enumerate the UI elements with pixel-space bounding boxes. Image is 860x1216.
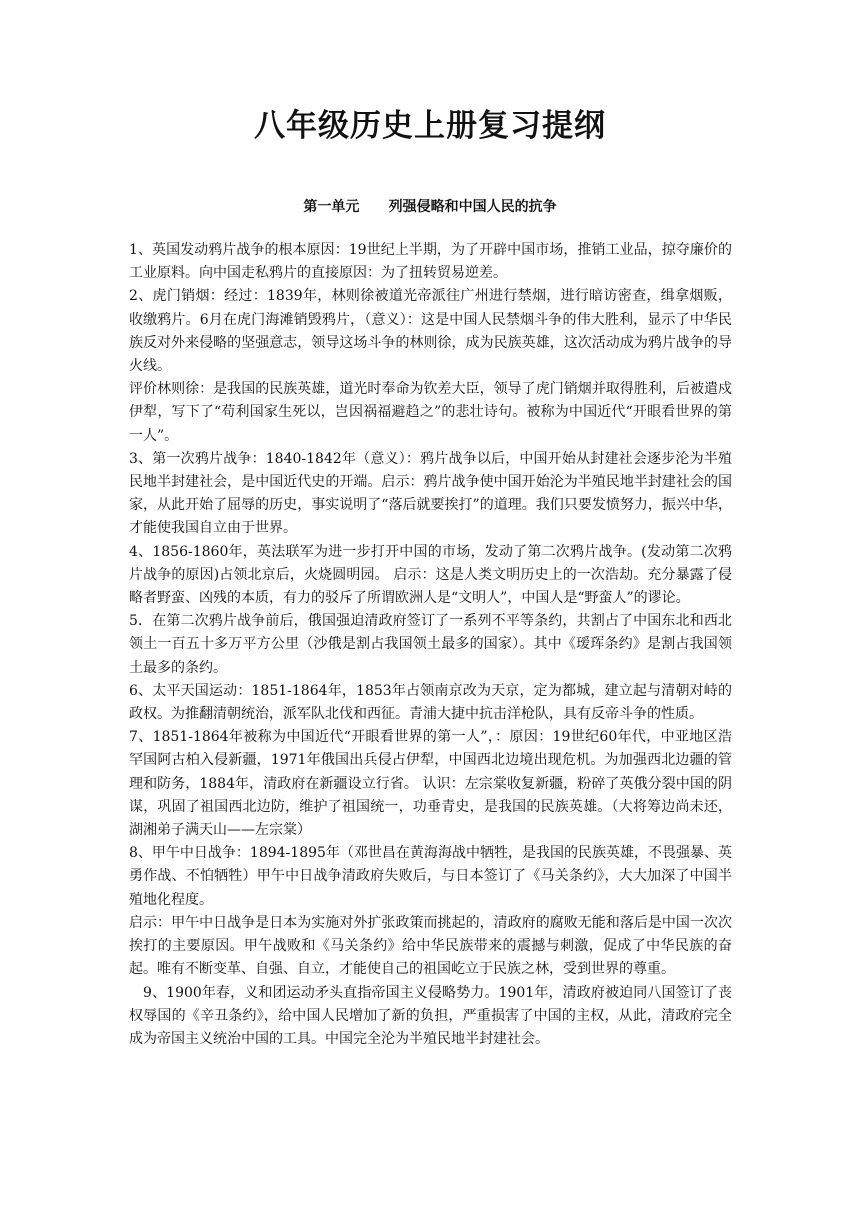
paragraph-1: 1、英国发动鸦片战争的根本原因：19世纪上半期，为了开辟中国市场，推销工业品，掠夺廉价的工业原料。向中国走私鸦片的直接原因：为了扭转贸易逆差。 (129, 242, 732, 282)
paragraph-4: 4、1856-1860年，英法联军为进一步打开中国的市场，发动了第二次鸦片战争。(发动第二次鸦片战争的原因)占领北京后，火烧圆明园。 启示：这是人类文明历史上的一次浩劫。充分暴露了侵略者野蛮、凶残的本质，有力的驳斥了所谓欧洲人是“文明人”，中国人是“野蛮人”的谬论。 (129, 543, 732, 607)
document-title: 八年级历史上册复习提纲 (254, 108, 606, 144)
paragraph-5: 5．在第二次鸦片战争前后，俄国强迫清政府签订了一系列不平等条约，共割占了中国东北和西北领土一百五十多万平方公里（沙俄是割占我国领土最多的国家）。其中《瑷珲条约》是割占我国领土最多的条约。 (129, 613, 732, 676)
paragraph-2: 2、虎门销烟：经过：1839年，林则徐被道光帝派往广州进行禁烟，进行暗访密查，缉拿烟贩，收缴鸦片。6月在虎门海滩销毁鸦片，（意义）：这是中国人民禁烟斗争的伟大胜利，显示了中华民族反对外来侵略的坚强意志，领导这场斗争的林则徐，成为民族英雄，这次活动成为鸦片战争的导火线。 (129, 288, 732, 375)
paragraph-9: 9、1900年春，义和团运动矛头直指帝国主义侵略势力。1901年，清政府被迫同八国签订了丧权辱国的《辛丑条约》，给中国人民增加了新的负担，严重损害了中国的主权，从此，清政府完全成为帝国主义统治中国的工具。中国完全沦为半殖民地半封建社会。 (129, 984, 732, 1047)
paragraph-7: 7、1851-1864年被称为中国近代“开眼看世界的第一人”，：原因：19世纪60年代，中亚地区浩罕国阿古柏入侵新疆，1971年俄国出兵侵占伊犁，中国西北边境出现危机。为加强西北边疆的管理和防务，1884年，清政府在新疆设立行省。 认识：左宗棠收复新疆，粉碎了英俄分裂中国的阴谋，巩固了祖国西北边防，维护了祖国统一，功垂青史，是我国的民族英雄。（大将筹边尚未还，湖湘弟子满天山——左宗棠） (129, 729, 732, 839)
paragraph-8-revelation: 启示：甲午中日战争是日本为实施对外扩张政策而挑起的，清政府的腐败无能和落后是中国一次次挨打的主要原因。甲午战败和《马关条约》给中华民族带来的震撼与刺激，促成了中华民族的奋起。唯有不断变革、自强、自立，才能使自己的祖国屹立于民族之林，受到世界的尊重。 (129, 914, 732, 978)
paragraph-3: 3、第一次鸦片战争：1840-1842年（意义）：鸦片战争以后，中国开始从封建社会逐步沦为半殖民地半封建社会，是中国近代史的开端。启示：鸦片战争使中国开始沦为半殖民地半封建社会的国家，从此开始了屈辱的历史，事实说明了“落后就要挨打”的道理。我们只要发愤努力，振兴中华，才能使我国自立由于世界。 (129, 450, 732, 537)
document-body (129, 239, 732, 1051)
paragraph-6: 6、太平天国运动：1851-1864年，1853年占领南京改为天京，定为都城，建立起与清朝对峙的政权。为推翻清朝统治，派军队北伐和西征。青浦大捷中抗击洋枪队，具有反帝斗争的性质。 (129, 682, 732, 723)
paragraph-8: 8、甲午中日战争：1894-1895年（邓世昌在黄海海战中牺牲，是我国的民族英雄，不畏强暴、英勇作战、不怕牺牲）甲午中日战争清政府失败后，与日本签订了《马关条约》，大大加深了中国半殖地化程度。 (129, 845, 732, 908)
unit-heading: 第一单元 列强侵略和中国人民的抗争 (303, 199, 557, 215)
paragraph-lin-zexu-evaluation: 评价林则徐：是我国的民族英雄，道光时奉命为钦差大臣，领导了虎门销烟并取得胜利，后被遣戍伊犁，写下了“苟利国家生死以，岂因祸福避趋之”的悲壮诗句。被称为中国近代“开眼看世界的第一人”。 (129, 381, 732, 444)
